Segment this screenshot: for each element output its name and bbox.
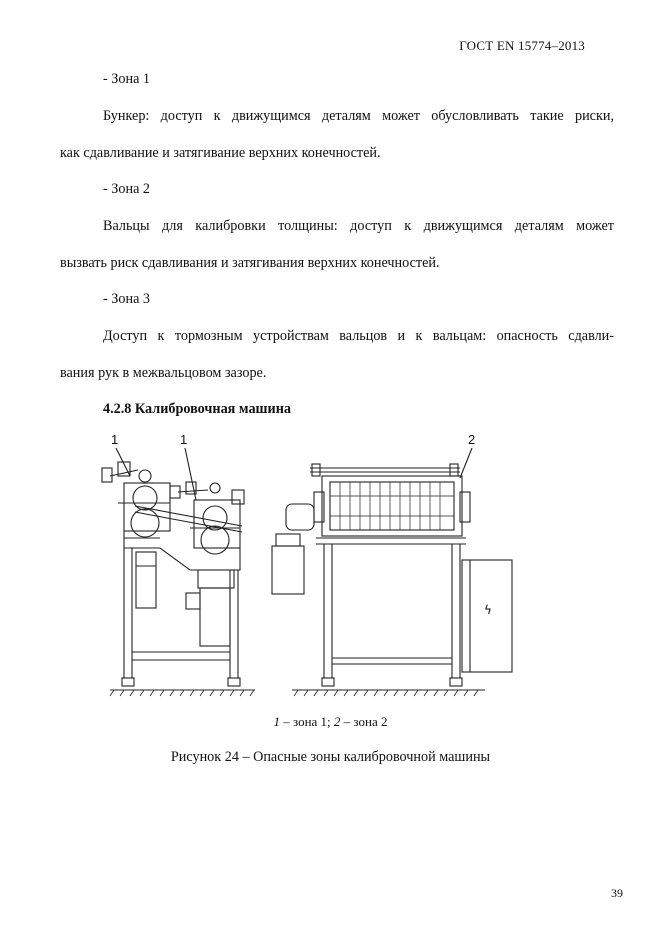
electric-hazard-icon: ϟ	[484, 603, 492, 617]
standard-header: ГОСТ EN 15774–2013	[459, 38, 585, 53]
zone2-text-line2: вызвать риск сдавливания и затягивания верхних конечностей.	[60, 255, 440, 271]
ground-hatch-right	[294, 690, 478, 696]
callout-label-1b: 1	[180, 432, 188, 447]
zone1-text-line2: как сдавливание и затягивание верхних конечностей.	[60, 145, 381, 161]
callout-leader-1b	[185, 448, 196, 500]
ground-hatch-left	[110, 690, 254, 696]
legend-text-2: – зона 2	[340, 714, 388, 729]
zone3-text-line2: вания рук в межвальцовом зазоре.	[60, 365, 267, 381]
zone1-label: - Зона 1	[103, 71, 151, 87]
legend-number-2: 2	[333, 714, 341, 729]
zone1-text-line1: Бункер: доступ к движущимся деталям может обусловливать такие риски,	[103, 108, 614, 124]
calibration-machine-drawing	[90, 428, 530, 703]
front-view-machine	[272, 464, 512, 690]
callout-label-1a: 1	[111, 432, 119, 447]
legend-text-1: – зона 1;	[280, 714, 334, 729]
zone3-text-line1: Доступ к тормозным устройствам вальцов и к вальцам: опасность сдавли-	[103, 328, 614, 344]
page-number: 39	[611, 886, 623, 900]
legend-number-1: 1	[273, 714, 281, 729]
figure-legend	[0, 714, 661, 730]
figure-caption: Рисунок 24 – Опасные зоны калибровочной машины	[170, 749, 491, 765]
side-view-machine	[102, 462, 255, 690]
zone2-label: - Зона 2	[103, 181, 151, 197]
zone2-text-line1: Вальцы для калибровки толщины: доступ к движущимся деталям может	[103, 218, 614, 234]
zone3-label: - Зона 3	[103, 291, 151, 307]
callout-leader-2	[460, 448, 472, 478]
callout-label-2: 2	[468, 432, 476, 447]
section-heading: 4.2.8 Калибровочная машина	[103, 401, 291, 417]
